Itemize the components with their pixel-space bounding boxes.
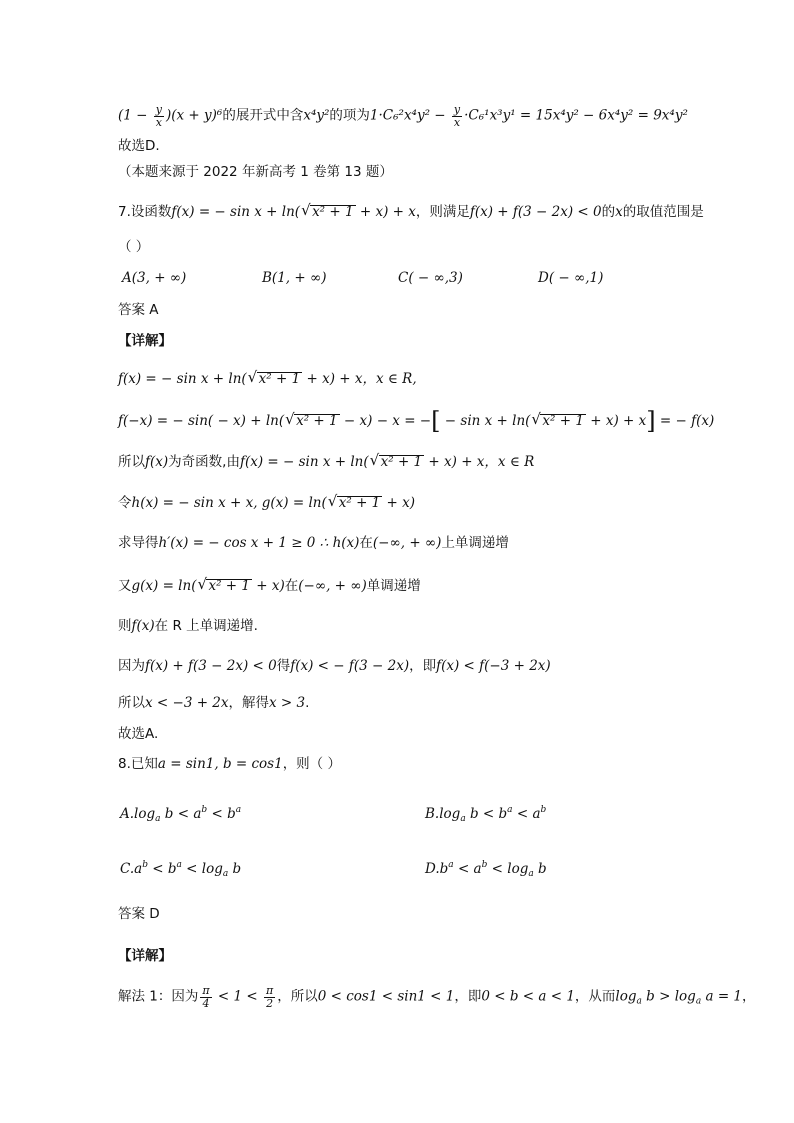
math: < b	[147, 861, 177, 877]
math: < a	[453, 861, 482, 877]
text: 的	[601, 204, 616, 220]
math: g(x) = ln(	[131, 578, 197, 594]
math: f(x) + f(3 − 2x) < 0	[145, 658, 277, 674]
math: − x) − x = −	[339, 413, 432, 429]
math: = − f(x)	[655, 413, 715, 429]
q8-option-c	[120, 861, 241, 879]
text: ，从而	[574, 988, 616, 1005]
superscript: b	[540, 805, 547, 815]
math: A.log	[120, 806, 156, 822]
text: 得	[276, 658, 291, 674]
question-8	[118, 758, 341, 772]
math: + x)	[382, 495, 416, 511]
detail-heading-8: 【详解】	[118, 948, 172, 964]
math: f(x) = − sin x + ln(	[118, 371, 247, 387]
fraction	[200, 985, 211, 1009]
math: + x) + x，x ∈ R,	[302, 371, 417, 387]
math: f(x) < − f(3 − 2x)	[290, 658, 410, 674]
math: < b	[207, 806, 236, 822]
detail-7-line-9	[118, 697, 309, 711]
detail-7-line-7	[118, 620, 258, 634]
fraction	[154, 104, 164, 128]
detail-7-line-4	[118, 496, 415, 511]
superscript: a	[448, 860, 454, 870]
math: + x) + x	[585, 413, 647, 429]
text: .	[305, 695, 310, 711]
math: )(x + y)⁶	[165, 107, 223, 124]
math: − sin x + ln(	[440, 413, 531, 429]
text: 解法 1：因为	[118, 988, 199, 1005]
choose-d-line: 故选D.	[118, 138, 160, 154]
math: f(x)	[131, 618, 155, 634]
text: ，	[742, 988, 756, 1005]
choose-a-line: 故选A.	[118, 726, 159, 742]
text: ，则满足	[415, 204, 470, 220]
text: 的展开式中含	[222, 107, 304, 124]
math: a = sin1, b = cos1	[157, 756, 283, 772]
numerator: π	[266, 984, 274, 997]
math: D.b	[425, 861, 449, 877]
subscript: a	[636, 996, 642, 1007]
text: 所以	[118, 454, 145, 470]
sqrt: √ x² + 1	[337, 496, 383, 511]
option-a: A(3, + ∞)	[122, 270, 187, 286]
text: 在	[284, 578, 299, 594]
q8-option-a	[120, 806, 241, 824]
sqrt: √ x² + 1	[294, 414, 340, 429]
text: 则	[118, 618, 132, 634]
math: f(x) < f(−3 + 2x)	[436, 658, 551, 674]
text: ，解得	[228, 695, 270, 711]
subscript: a	[695, 996, 702, 1007]
math: < a	[512, 806, 541, 822]
math: a = 1	[701, 988, 743, 1005]
math: b < a	[160, 806, 202, 822]
numerator: y	[453, 103, 461, 116]
text: 8.已知	[118, 756, 158, 772]
denominator: 2	[266, 996, 274, 1010]
sqrt: √ x² + 1	[379, 455, 425, 470]
math: < 1 <	[213, 988, 263, 1005]
sqrt: √ x² + 1	[206, 579, 252, 594]
answer-8: 答案 D	[118, 906, 160, 922]
math: x	[615, 204, 623, 220]
right-bracket: ]	[646, 407, 656, 435]
option-d: D( − ∞,1)	[538, 270, 604, 286]
math: (−∞, + ∞)	[298, 578, 367, 594]
text: 在	[359, 535, 373, 551]
question-7	[118, 205, 704, 220]
math: + x) + x	[355, 204, 416, 220]
superscript: b	[481, 860, 488, 870]
math: b	[228, 861, 242, 877]
expansion-line	[118, 104, 688, 128]
text: 因为	[118, 658, 145, 674]
math: h(x) = − sin x + x, g(x) = ln(	[131, 495, 327, 511]
q8-option-d	[425, 861, 547, 879]
superscript: a	[235, 805, 242, 815]
text: 的取值范围是	[622, 204, 704, 220]
numerator: y	[155, 103, 162, 116]
denominator: x	[155, 115, 162, 129]
subscript: a	[155, 814, 161, 824]
math: x⁴y²	[303, 107, 330, 124]
math: 0 < cos1 < sin1 < 1	[317, 988, 455, 1005]
denominator: 4	[202, 996, 210, 1010]
numerator: π	[202, 984, 210, 997]
sqrt: √ x² + 1	[540, 414, 586, 429]
math: log	[615, 988, 637, 1005]
math: f(x) + f(3 − 2x) < 0	[469, 204, 602, 220]
text: ，即	[409, 658, 437, 674]
subscript: a	[460, 814, 466, 824]
sqrt: √ x² + 1	[257, 372, 303, 387]
text: 求导得	[118, 535, 159, 551]
fraction	[264, 985, 275, 1009]
text: ，所以	[277, 988, 318, 1005]
text: 所以	[118, 695, 145, 711]
math: h′(x) = − cos x + 1 ≥ 0 ∴ h(x)	[158, 535, 360, 551]
detail-7-line-8	[118, 660, 551, 674]
detail-7-line-1	[118, 372, 417, 387]
subscript: a	[222, 869, 229, 879]
text: ，即	[454, 988, 482, 1005]
math: b < b	[465, 806, 508, 822]
detail-heading-7: 【详解】	[118, 333, 172, 349]
math: b	[533, 861, 547, 877]
text: 在 R 上单调递增.	[154, 618, 258, 634]
option-c: C( − ∞,3)	[398, 270, 463, 286]
detail-7-line-2	[118, 409, 714, 433]
denominator: x	[453, 115, 461, 129]
q8-option-b	[425, 806, 546, 824]
option-b: B(1, + ∞)	[262, 270, 327, 286]
text: 7.设函数	[118, 204, 172, 220]
math: + x)	[251, 578, 285, 594]
math: 1·C₆²x⁴y² −	[369, 107, 450, 124]
math: (−∞, + ∞)	[372, 535, 442, 551]
answer-7: 答案 A	[118, 302, 159, 318]
left-bracket: [	[431, 407, 441, 435]
math: b > log	[641, 988, 696, 1005]
text: 的项为	[329, 107, 370, 124]
source-note: （本题来源于 2022 年新高考 1 卷第 13 题）	[118, 164, 393, 180]
fraction	[452, 104, 462, 128]
math: + x) + x，x ∈ R	[424, 454, 535, 470]
superscript: b	[142, 860, 148, 870]
math: f(−x) = − sin( − x) + ln(	[118, 413, 285, 429]
superscript: a	[507, 805, 513, 815]
math: ·C₆¹x³y¹ = 15x⁴y² − 6x⁴y² = 9x⁴y²	[464, 107, 688, 124]
math: f(x) = − sin x + ln(	[171, 204, 301, 220]
math: 0 < b < a < 1	[481, 988, 575, 1005]
math: x < −3 + 2x	[145, 695, 229, 711]
text: 单调递增	[366, 578, 421, 594]
detail-8-line-1	[118, 985, 756, 1009]
text: 为奇函数,由	[168, 454, 240, 470]
detail-7-line-6	[118, 579, 421, 594]
math: < log	[181, 861, 223, 877]
detail-7-line-3	[118, 455, 534, 470]
math: (1 −	[118, 107, 152, 124]
answer-paren: （ ）	[118, 239, 150, 255]
math: f(x)	[145, 454, 169, 470]
detail-7-line-5	[118, 537, 509, 551]
math: C.a	[120, 861, 143, 877]
math: f(x) = − sin x + ln(	[239, 454, 369, 470]
text: 令	[118, 495, 132, 511]
superscript: a	[176, 860, 182, 870]
math: x > 3	[269, 695, 306, 711]
math: B.log	[425, 806, 461, 822]
subscript: a	[528, 869, 534, 879]
text: 上单调递增	[441, 535, 509, 551]
math: < log	[487, 861, 529, 877]
superscript: b	[201, 805, 208, 815]
text: ，则（ ）	[282, 756, 341, 772]
sqrt: √ x² + 1	[310, 205, 356, 220]
text: 又	[118, 578, 132, 594]
